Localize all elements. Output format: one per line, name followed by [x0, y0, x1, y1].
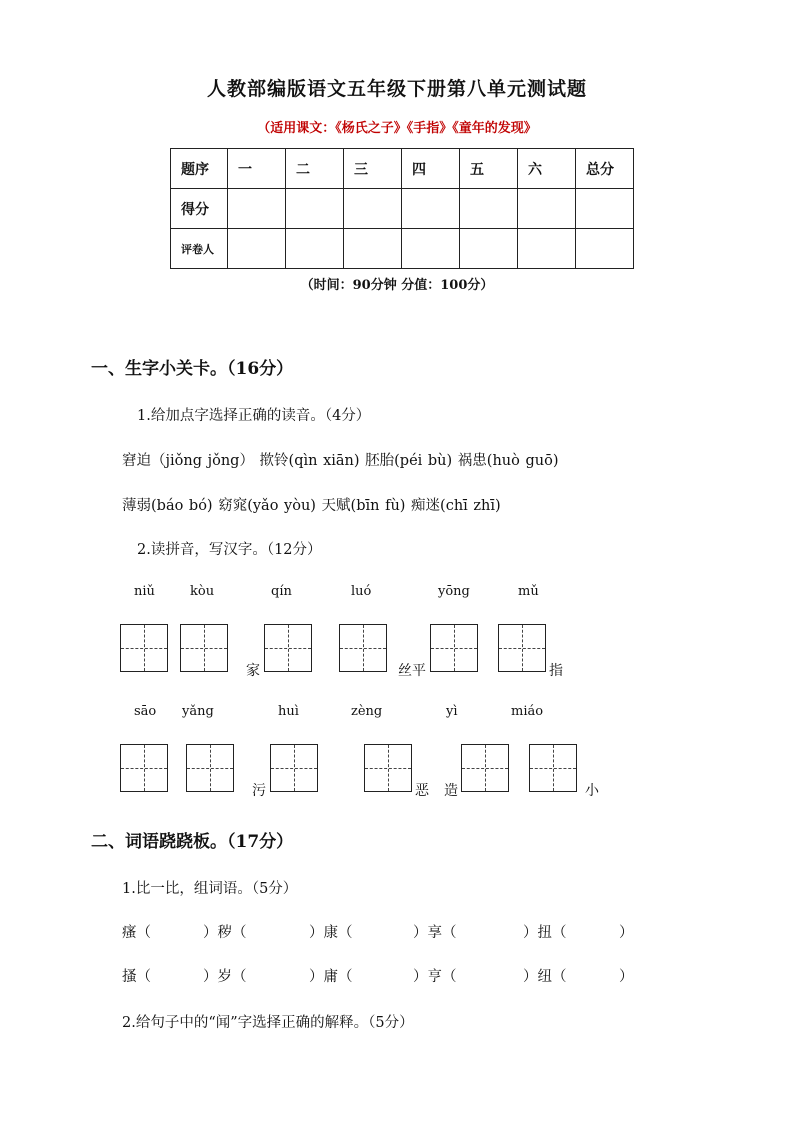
writing-grid-box[interactable]: [461, 744, 509, 792]
word-formation-segment: 搔（: [122, 969, 151, 985]
score-table-header-cell: 五: [460, 149, 518, 189]
given-character: 家: [246, 663, 260, 679]
pinyin-label: huì: [278, 704, 299, 719]
question-prompt: 2.读拼音，写汉字。（12分）: [137, 542, 322, 558]
given-character: 指: [549, 663, 563, 679]
pinyin-label: yì: [446, 704, 458, 719]
score-table-header-cell: 四: [402, 149, 460, 189]
given-character: 污: [252, 783, 266, 799]
grader-row-label: 评卷人: [171, 229, 228, 269]
writing-grid-box[interactable]: [120, 624, 168, 672]
score-table-header-cell: 一: [228, 149, 286, 189]
pinyin-label: miáo: [511, 704, 544, 719]
page-subtitle: （适用课文：《杨氏之子》《手指》《童年的发现》: [257, 121, 537, 136]
word-formation-segment: ）岁（: [203, 969, 247, 985]
time-and-score-info: （时间：90分钟 分值：100分）: [300, 278, 494, 293]
given-character: 造: [444, 783, 458, 799]
word-formation-segment: ）享（: [413, 925, 457, 941]
word-formation-segment: ）庸（: [309, 969, 353, 985]
page-title: 人教部编版语文五年级下册第八单元测试题: [206, 78, 587, 100]
word-formation-segment: ）: [619, 925, 634, 941]
reading-choice-line: 窘迫（jiǒng jǒng） 揿铃(qìn xiān) 胚胎(péi bù) 祸患(huò guō): [122, 453, 559, 469]
writing-grid-box[interactable]: [364, 744, 412, 792]
score-entry-cell[interactable]: [460, 189, 518, 229]
given-character: 丝平: [398, 663, 426, 679]
word-formation-segment: 瘙（: [122, 925, 151, 941]
word-formation-segment: ）扭（: [523, 925, 567, 941]
score-table: [170, 148, 634, 269]
writing-grid-box[interactable]: [186, 744, 234, 792]
question-prompt: 1.给加点字选择正确的读音。（4分）: [137, 408, 371, 424]
given-character: 恶: [415, 783, 429, 799]
pinyin-label: qín: [271, 584, 292, 599]
writing-grid-box[interactable]: [120, 744, 168, 792]
word-formation-segment: ）亨（: [413, 969, 457, 985]
score-entry-cell[interactable]: [576, 189, 634, 229]
writing-grid-box[interactable]: [529, 744, 577, 792]
pinyin-label: sāo: [134, 704, 157, 719]
grader-entry-cell[interactable]: [228, 229, 286, 269]
word-formation-segment: ）秽（: [203, 925, 247, 941]
score-table-score-row: [171, 189, 634, 229]
writing-grid-box[interactable]: [180, 624, 228, 672]
score-entry-cell[interactable]: [344, 189, 402, 229]
score-entry-cell[interactable]: [402, 189, 460, 229]
score-entry-cell[interactable]: [518, 189, 576, 229]
score-table-header-cell: 二: [286, 149, 344, 189]
pinyin-label: luó: [351, 584, 372, 599]
pinyin-label: zèng: [351, 704, 383, 719]
word-formation-segment: ）: [619, 969, 634, 985]
grader-entry-cell[interactable]: [344, 229, 402, 269]
pinyin-label: yōng: [438, 584, 470, 599]
grader-entry-cell[interactable]: [576, 229, 634, 269]
writing-grid-box[interactable]: [498, 624, 546, 672]
section-heading: 二、词语跷跷板。（17分）: [91, 832, 294, 852]
pinyin-label: kòu: [190, 584, 215, 599]
pinyin-label: niǔ: [134, 584, 155, 599]
grader-entry-cell[interactable]: [402, 229, 460, 269]
question-prompt: 1.比一比，组词语。（5分）: [122, 881, 298, 897]
grader-entry-cell[interactable]: [518, 229, 576, 269]
grader-entry-cell[interactable]: [286, 229, 344, 269]
score-row-label: 得分: [171, 189, 228, 229]
writing-grid-box[interactable]: [264, 624, 312, 672]
pinyin-label: yǎng: [182, 704, 214, 719]
pinyin-label: mǔ: [518, 584, 539, 599]
score-table-header-cell: 题序: [171, 149, 228, 189]
word-formation-segment: ）康（: [309, 925, 353, 941]
section-heading: 一、生字小关卡。（16分）: [91, 359, 294, 379]
score-table-header-cell: 总分: [576, 149, 634, 189]
word-formation-segment: ）纽（: [523, 969, 567, 985]
writing-grid-box[interactable]: [339, 624, 387, 672]
question-prompt: 2.给句子中的“闻”字选择正确的解释。（5分）: [122, 1015, 414, 1031]
given-character: 小: [585, 783, 599, 799]
writing-grid-box[interactable]: [430, 624, 478, 672]
grader-entry-cell[interactable]: [460, 229, 518, 269]
score-table-header-row: [171, 149, 634, 189]
score-entry-cell[interactable]: [286, 189, 344, 229]
score-table-grader-row: [171, 229, 634, 269]
writing-grid-box[interactable]: [270, 744, 318, 792]
score-entry-cell[interactable]: [228, 189, 286, 229]
score-table-header-cell: 三: [344, 149, 402, 189]
reading-choice-line: 薄弱(báo bó) 窈窕(yǎo yòu) 天赋(bīn fù) 痴迷(chī zhī): [122, 498, 501, 514]
score-table-header-cell: 六: [518, 149, 576, 189]
